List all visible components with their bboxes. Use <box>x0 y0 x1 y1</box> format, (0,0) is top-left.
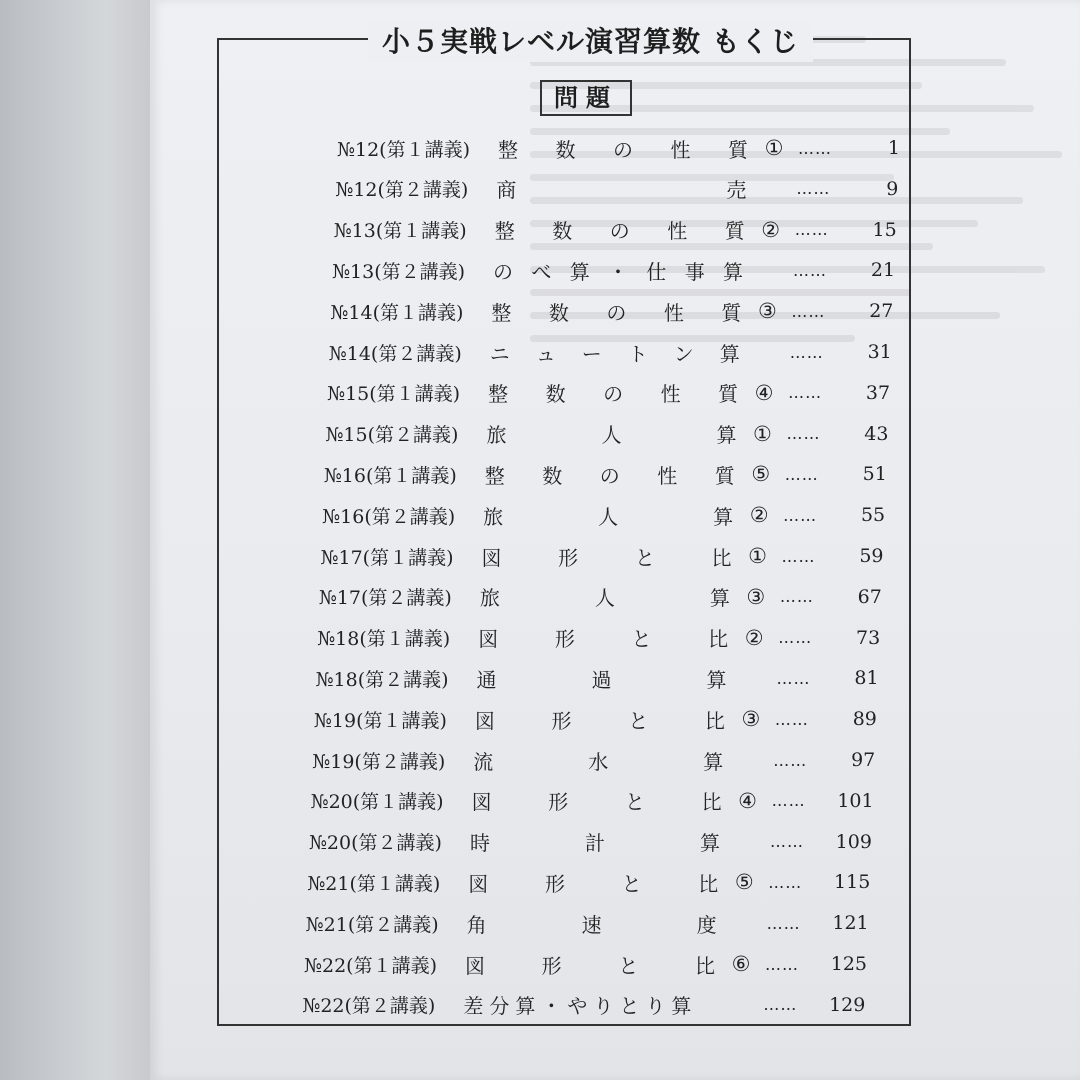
topic-char: 時 <box>469 831 490 856</box>
topic-char: ・ <box>541 994 568 1019</box>
lecture-number: №13(第１講義) <box>333 220 467 243</box>
page-number: 97 <box>851 749 876 771</box>
lecture-number: №14(第１講義) <box>330 301 464 324</box>
topic-char <box>531 746 551 775</box>
part-number: ① <box>764 136 784 160</box>
topic-title <box>478 623 728 652</box>
leader-dots: …… <box>774 709 809 729</box>
topic-char: ュ <box>535 341 556 366</box>
part-number: ③ <box>746 584 766 609</box>
topic-char: 算 <box>719 341 740 366</box>
topic-char: 形 <box>554 627 575 652</box>
page-number: 81 <box>854 667 879 690</box>
leader-dots: …… <box>789 342 824 362</box>
topic-char <box>527 827 547 856</box>
leader-dots: …… <box>798 138 832 158</box>
topic-char <box>649 664 669 693</box>
topic-char <box>669 174 689 203</box>
topic-char: 商 <box>496 178 517 203</box>
topic-title <box>486 419 736 448</box>
topic-title <box>472 786 722 815</box>
toc-row <box>279 661 879 695</box>
toc-row <box>284 539 884 573</box>
toc-row <box>282 580 882 614</box>
topic-char: べ <box>531 259 552 284</box>
topic-char: 整 <box>498 137 518 162</box>
topic-char: 形 <box>558 545 579 570</box>
page-number: 15 <box>872 218 897 241</box>
leader-dots: …… <box>791 301 826 321</box>
lecture-number: №14(第２講義) <box>328 342 462 365</box>
topic-char: 比 <box>708 627 729 652</box>
topic-char: 質 <box>714 463 735 488</box>
topic-char: 計 <box>584 831 605 856</box>
topic-title <box>473 746 723 775</box>
lecture-number: №22(第２講義) <box>302 995 436 1018</box>
topic-char: 算 <box>699 831 720 856</box>
topic-title <box>485 460 735 489</box>
page-number: 121 <box>832 912 869 935</box>
leader-dots: …… <box>768 872 803 892</box>
topic-char: ト <box>627 341 648 366</box>
leader-dots: …… <box>771 791 806 811</box>
topic-char: 人 <box>601 423 622 448</box>
topic-char: と <box>618 953 639 978</box>
topic-char: 性 <box>667 219 688 244</box>
topic-title <box>483 501 733 530</box>
topic-char <box>639 909 659 938</box>
toc-row <box>292 335 892 369</box>
leader-dots: …… <box>796 179 831 199</box>
topic-char: 形 <box>551 708 572 733</box>
topic-char: 算 <box>709 586 730 611</box>
topic-char: 質 <box>718 382 739 407</box>
lecture-number: №12(第１講義) <box>337 138 470 161</box>
page-number: 31 <box>867 341 892 363</box>
toc-row <box>290 376 890 410</box>
topic-char: 事 <box>684 259 705 284</box>
topic-char: 仕 <box>646 259 667 284</box>
toc-row <box>275 743 875 777</box>
topic-char: 算 <box>713 504 734 529</box>
topic-char: 整 <box>488 382 509 407</box>
topic-char: 数 <box>548 300 569 325</box>
topic-title <box>480 582 730 611</box>
part-number: ① <box>748 544 767 568</box>
topic-char: 形 <box>548 790 569 815</box>
topic-char: 質 <box>724 219 745 244</box>
lecture-number: №18(第１講義) <box>317 628 451 651</box>
topic-char <box>611 174 631 203</box>
toc-row <box>298 172 898 206</box>
page-number: 27 <box>869 300 894 323</box>
topic-char: 分 <box>489 994 516 1019</box>
topic-title <box>463 990 713 1019</box>
page-number: 67 <box>857 585 882 608</box>
topic-char: 性 <box>657 463 678 488</box>
topic-char: 数 <box>542 463 563 488</box>
topic-char <box>642 827 662 856</box>
part-number: ③ <box>757 299 777 324</box>
page-number: 37 <box>865 381 891 404</box>
topic-title <box>465 950 715 979</box>
topic-title <box>467 909 717 938</box>
topic-char: 図 <box>468 871 489 896</box>
topic-char: 比 <box>701 790 722 815</box>
lecture-number: №16(第１講義) <box>323 464 457 487</box>
leader-dots: …… <box>773 750 808 770</box>
leader-dots: …… <box>765 954 799 974</box>
leader-dots: …… <box>778 628 813 648</box>
topic-title <box>491 297 741 326</box>
section-label: 問題 <box>540 80 632 116</box>
topic-char: 数 <box>545 382 566 407</box>
topic-char: 図 <box>481 545 502 570</box>
topic-char: 比 <box>704 708 725 733</box>
part-number: ② <box>761 217 781 242</box>
part-number: ① <box>753 421 772 446</box>
leader-dots: …… <box>781 546 816 566</box>
topic-char <box>537 582 557 611</box>
topic-char: 度 <box>696 912 717 937</box>
topic-char: 旅 <box>483 504 504 529</box>
topic-title <box>493 256 743 285</box>
topic-char <box>646 746 666 775</box>
topic-char: 整 <box>491 300 512 325</box>
topic-char: 図 <box>471 790 492 815</box>
leader-dots: …… <box>776 668 811 688</box>
toc-row <box>288 417 888 451</box>
lecture-number: №18(第２講義) <box>315 668 449 691</box>
page-number: 21 <box>870 259 896 282</box>
topic-char: 比 <box>711 545 732 570</box>
toc-row <box>267 947 867 981</box>
topic-char <box>652 582 672 611</box>
lecture-number: №16(第２講義) <box>322 505 456 528</box>
topic-char: 性 <box>670 137 691 162</box>
page-title: 小５実戦レベル演習算数 もくじ <box>368 22 813 62</box>
topic-char: 数 <box>555 137 576 162</box>
topic-char: 算 <box>716 423 737 448</box>
page-number: 51 <box>862 463 887 486</box>
part-number: ⑤ <box>734 870 754 895</box>
topic-char: 図 <box>474 708 495 733</box>
toc-row <box>274 784 874 818</box>
toc-row <box>285 498 885 532</box>
topic-char: 質 <box>721 300 742 325</box>
toc-row <box>269 906 869 940</box>
page-number: 101 <box>837 789 874 812</box>
topic-char: 旅 <box>479 586 500 611</box>
topic-char: 流 <box>473 749 494 774</box>
lecture-number: №19(第２講義) <box>312 750 446 773</box>
topic-char <box>534 664 554 693</box>
leader-dots: …… <box>766 913 801 933</box>
topic-char: 性 <box>660 382 681 407</box>
topic-char: の <box>609 219 630 244</box>
leader-dots: …… <box>779 587 814 607</box>
topic-title <box>496 174 746 203</box>
part-number: ④ <box>754 380 774 405</box>
topic-char <box>544 419 564 448</box>
topic-title <box>470 827 720 856</box>
topic-char: 比 <box>694 953 715 978</box>
page-number: 43 <box>864 422 889 445</box>
topic-char: 速 <box>581 912 602 937</box>
lecture-number: №15(第１講義) <box>327 383 461 406</box>
part-number: ② <box>749 503 769 528</box>
topic-char <box>656 501 676 530</box>
topic-char: の <box>603 382 624 407</box>
topic-char: ン <box>673 341 694 366</box>
leader-dots: …… <box>788 383 823 403</box>
topic-char: 質 <box>728 137 748 162</box>
topic-char: の <box>613 137 633 162</box>
topic-char: 売 <box>726 178 747 203</box>
part-number: ④ <box>738 788 757 813</box>
topic-char: 形 <box>544 871 565 896</box>
topic-char: 比 <box>698 871 719 896</box>
topic-char: 算 <box>569 259 590 284</box>
topic-char: 性 <box>663 300 684 325</box>
topic-char: 図 <box>465 953 485 978</box>
topic-title <box>477 664 727 693</box>
topic-char: 過 <box>591 667 612 692</box>
page-number: 1 <box>887 137 900 159</box>
topic-char: 差 <box>463 994 490 1019</box>
topic-char: や <box>567 994 594 1019</box>
topic-title <box>495 215 745 244</box>
part-number: ③ <box>741 707 761 732</box>
lecture-number: №17(第２講義) <box>318 587 452 610</box>
topic-char: り <box>645 994 672 1019</box>
leader-dots: …… <box>763 995 798 1015</box>
topic-title <box>498 134 748 163</box>
lecture-number: №15(第２講義) <box>325 424 459 447</box>
page-number: 115 <box>834 871 871 894</box>
topic-char <box>524 909 544 938</box>
toc-row <box>272 825 872 859</box>
lecture-number: №20(第２講義) <box>308 832 442 855</box>
topic-char: 整 <box>484 463 505 488</box>
topic-char: 通 <box>476 667 497 692</box>
topic-char: ー <box>581 341 602 366</box>
topic-char: 算 <box>515 994 542 1019</box>
topic-title <box>490 338 740 367</box>
lecture-number: №13(第２講義) <box>332 260 466 283</box>
lecture-number: №22(第１講義) <box>304 954 437 977</box>
part-number: ⑥ <box>731 952 751 976</box>
topic-char <box>554 174 574 203</box>
lecture-number: №19(第１講義) <box>313 709 447 732</box>
topic-char: ニ <box>489 341 510 366</box>
topic-char: 水 <box>588 749 609 774</box>
topic-char: ・ <box>608 259 629 284</box>
part-number: ② <box>744 625 764 650</box>
page-number: 89 <box>852 708 877 731</box>
topic-char: 図 <box>478 627 499 652</box>
topic-char: 整 <box>494 219 515 244</box>
topic-char: 数 <box>552 219 573 244</box>
topic-char: り <box>593 994 620 1019</box>
topic-char <box>659 419 679 448</box>
page-number: 125 <box>830 953 867 975</box>
topic-title <box>475 705 725 734</box>
toc-row <box>293 294 893 328</box>
topic-char: 算 <box>703 749 724 774</box>
leader-dots: …… <box>793 260 828 280</box>
toc-row <box>265 988 865 1022</box>
topic-char: の <box>493 259 514 284</box>
toc-row <box>270 865 870 899</box>
leader-dots: …… <box>769 832 804 852</box>
toc-row <box>295 253 895 287</box>
topic-char: 人 <box>594 586 615 611</box>
topic-char: と <box>624 790 645 815</box>
leader-dots: …… <box>794 220 829 240</box>
adjacent-page-edge <box>0 0 150 1080</box>
topic-char: と <box>631 627 652 652</box>
topic-title <box>482 542 732 571</box>
part-number: ⑤ <box>751 462 771 487</box>
topic-char: の <box>599 463 620 488</box>
lecture-number: №21(第１講義) <box>307 872 441 895</box>
page-number: 55 <box>860 504 886 527</box>
topic-char: と <box>628 708 649 733</box>
topic-char: と <box>619 994 646 1019</box>
page-number: 129 <box>829 993 866 1016</box>
page-number: 109 <box>835 830 872 853</box>
lecture-number: №20(第１講義) <box>310 791 444 814</box>
topic-title <box>488 378 738 407</box>
toc-row <box>277 702 877 736</box>
topic-char <box>541 501 561 530</box>
leader-dots: …… <box>783 505 818 525</box>
topic-char: 算 <box>671 994 698 1019</box>
topic-char: の <box>606 300 627 325</box>
page-number: 73 <box>856 626 881 649</box>
lecture-number: №12(第２講義) <box>335 179 469 202</box>
toc-row <box>297 213 897 247</box>
topic-char: と <box>621 871 642 896</box>
topic-char: 算 <box>706 667 727 692</box>
lecture-number: №17(第１講義) <box>320 546 454 569</box>
leader-dots: …… <box>786 424 821 444</box>
toc-row <box>280 621 880 655</box>
lecture-number: №21(第２講義) <box>305 913 439 936</box>
topic-char: と <box>634 545 655 570</box>
topic-char: 形 <box>541 953 562 978</box>
topic-char: 旅 <box>486 423 507 448</box>
topic-title <box>468 868 718 897</box>
page-number: 59 <box>859 545 884 567</box>
topic-char: 算 <box>723 259 744 284</box>
toc-row <box>287 457 887 491</box>
topic-char: 角 <box>466 912 487 937</box>
leader-dots: …… <box>784 464 819 484</box>
toc-row <box>300 131 900 165</box>
page-number: 9 <box>886 177 899 200</box>
topic-char: 人 <box>598 504 619 529</box>
